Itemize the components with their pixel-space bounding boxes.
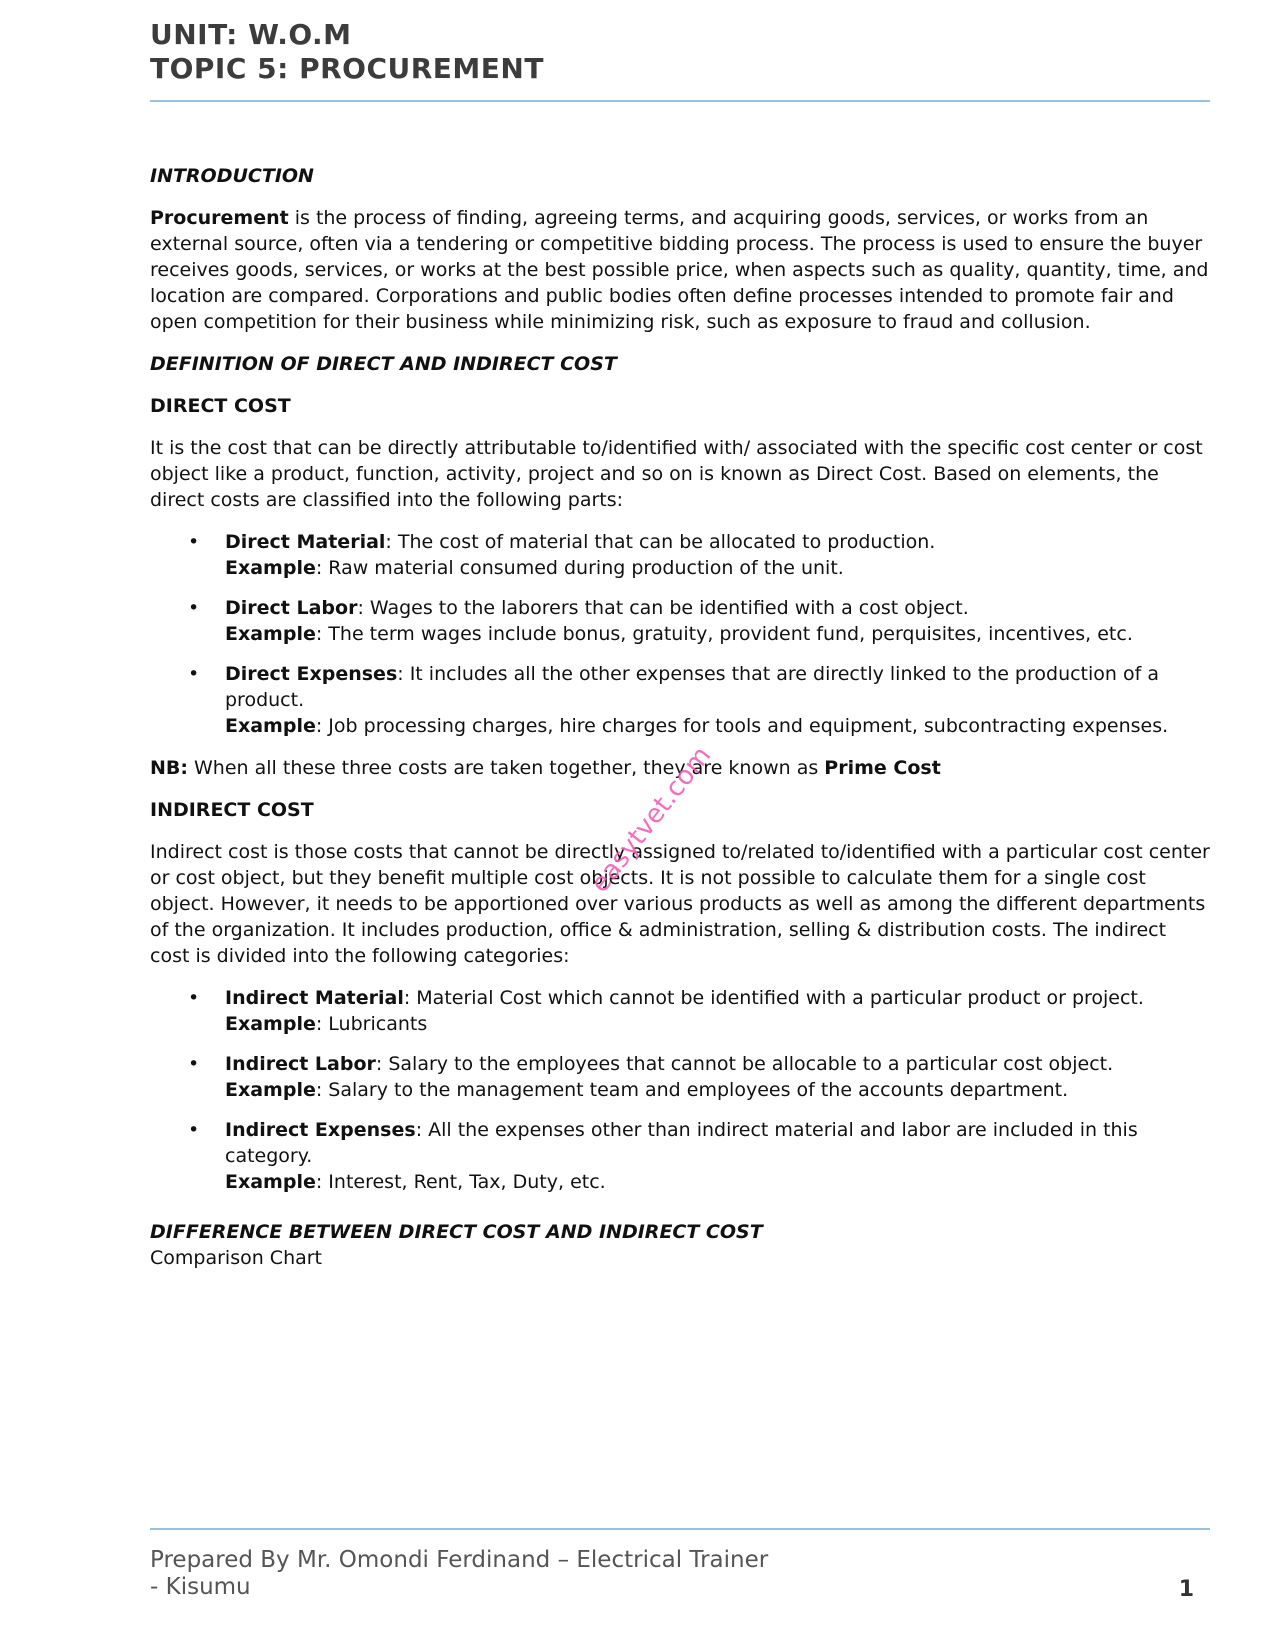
intro-heading: INTRODUCTION [150,165,314,187]
item-desc: : All the expenses other than indirect material and labor are included in this category. [225,1119,1138,1167]
item-desc: : Wages to the laborers that can be identified with a cost object. [357,597,969,619]
bullet-icon: • [188,987,200,1009]
document-body [150,163,1210,1271]
example-text: : The term wages include bonus, gratuity, provident fund, perquisites, incentives, etc. [315,623,1133,645]
page-footer [150,1547,1210,1601]
bullet-icon: • [188,1053,200,1075]
item-term: Direct Material [225,531,386,553]
header-divider [150,100,1210,102]
item-desc: : The cost of material that can be allocated to production. [385,531,936,553]
bullet-icon: • [188,531,200,553]
bullet-icon: • [188,597,200,619]
example-text: : Salary to the management team and employees of the accounts department. [315,1079,1069,1101]
bullet-icon: • [188,663,200,685]
item-term: Indirect Material [225,987,404,1009]
example-text: : Raw material consumed during production of the unit. [315,557,844,579]
intro-paragraph [150,205,1210,335]
item-term: Direct Labor [225,597,358,619]
indirect-cost-paragraph: Indirect cost is those costs that cannot be directly assigned to/related to/identified with a particular cost center or cost object, but they benefit multiple cost objects. It is not possible to calculate them for a single cost object. However, it needs to be apportioned over various products as well as among the different departments of the organization. It includes production, office & administration, selling & distribution costs. The indirect cost is divided into the following categories: [150,841,1210,967]
example-text: : Lubricants [315,1013,428,1035]
example-label: Example [225,1079,316,1101]
comparison-chart-label: Comparison Chart [150,1247,323,1269]
intro-text: is the process of finding, agreeing terms, and acquiring goods, services, or works from an external source, often via a tendering or competitive bidding process. The process is used to ensure the buyer receives goods, services, or works at the best possible price, when aspects such as quality, quantity, time, and location are compared. Corporations and public bodies often define processes intended to promote fair and open competition for their business while minimizing risk, such as exposure to fraud and collusion. [150,207,1209,333]
watermark: easytvet.com [585,740,718,899]
item-desc: : Salary to the employees that cannot be allocable to a particular cost object. [375,1053,1114,1075]
footer-prepared-by: Prepared By Mr. Omondi Ferdinand – Electrical Trainer - Kisumu [150,1547,769,1600]
nb-label: NB: [150,757,188,779]
example-label: Example [225,557,316,579]
list-item [150,1117,1210,1195]
difference-heading: DIFFERENCE BETWEEN DIRECT COST AND INDIRECT COST [150,1221,763,1243]
indirect-cost-heading: INDIRECT COST [150,799,314,821]
topic-title: TOPIC 5: PROCUREMENT [150,52,544,85]
example-label: Example [225,623,316,645]
direct-cost-list [150,529,1210,739]
item-term: Indirect Labor [225,1053,376,1075]
definition-heading: DEFINITION OF DIRECT AND INDIRECT COST [150,353,617,375]
example-label: Example [225,715,316,737]
example-label: Example [225,1171,316,1193]
page-header [150,18,1210,86]
list-item [150,985,1210,1037]
item-term: Direct Expenses [225,663,398,685]
list-item [150,661,1210,739]
example-label: Example [225,1013,316,1035]
unit-title: UNIT: W.O.M [150,18,352,51]
nb-term: Prime Cost [824,757,941,779]
footer-divider [150,1528,1210,1530]
list-item [150,529,1210,581]
list-item [150,1051,1210,1103]
example-text: : Interest, Rent, Tax, Duty, etc. [315,1171,606,1193]
example-text: : Job processing charges, hire charges for tools and equipment, subcontracting expenses. [315,715,1169,737]
page-number: 1 [1178,1577,1194,1602]
item-desc: : Material Cost which cannot be identified with a particular product or project. [403,987,1144,1009]
item-term: Indirect Expenses [225,1119,416,1141]
item-desc: : It includes all the other expenses that are directly linked to the production of a product. [225,663,1159,711]
intro-term: Procurement [150,207,289,229]
direct-cost-heading: DIRECT COST [150,395,291,417]
bullet-icon: • [188,1119,200,1141]
direct-cost-paragraph: It is the cost that can be directly attributable to/identified with/ associated with the specific cost center or cost object like a product, function, activity, project and so on is known as Direct Cost. Based on elements, the direct costs are classified into the following parts: [150,437,1203,511]
indirect-cost-list [150,985,1210,1195]
list-item [150,595,1210,647]
nb-text: When all these three costs are taken together, they are known as [187,757,825,779]
